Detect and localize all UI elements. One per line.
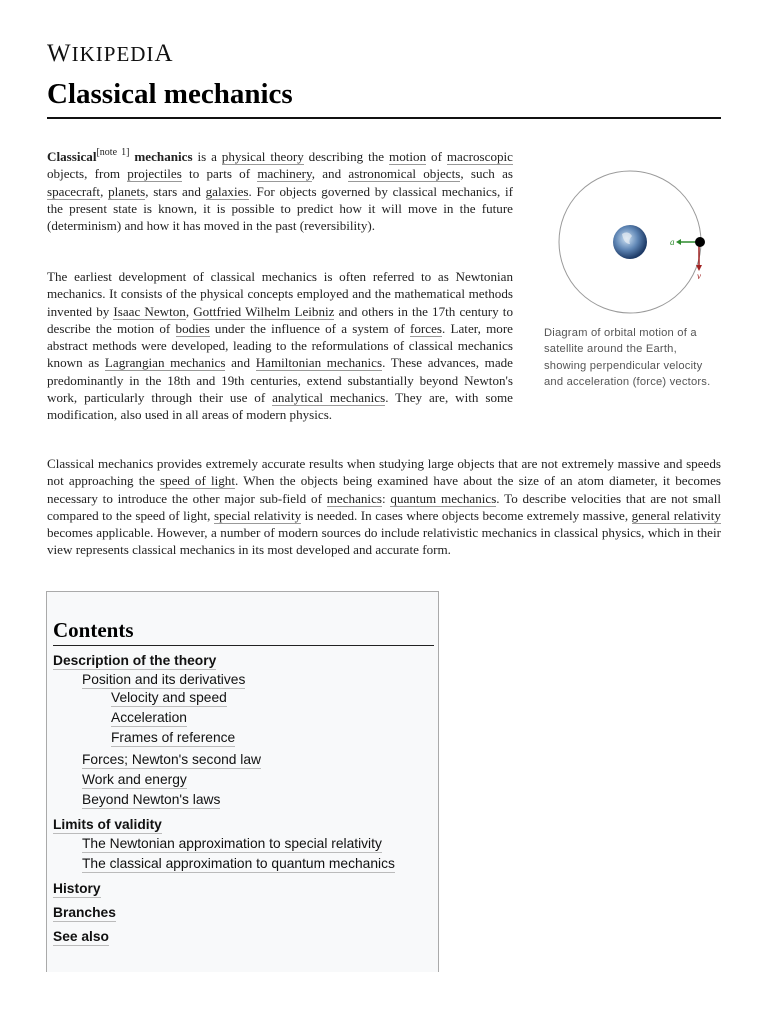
link-machinery[interactable]: machinery (257, 166, 312, 182)
body-paragraph-3 (47, 455, 721, 559)
link-speed-of-light[interactable]: speed of light (159, 473, 235, 489)
text: . Later, more abstract methods were developed, leading to the reformulations of classical mechanics known as (47, 320, 513, 371)
text: : (381, 490, 391, 506)
logo-letters: IKIPEDI (71, 42, 155, 66)
text: and (225, 355, 256, 371)
link-mechanics[interactable]: mechanics (326, 490, 382, 506)
text: . To describe velocities that are not small compared to the speed of light, (47, 490, 721, 523)
table-of-contents (46, 591, 439, 972)
toc-item-position[interactable]: Position and its derivatives (82, 672, 246, 687)
text: is needed. In cases where objects become extremely massive, (301, 507, 632, 523)
toc-item-frames[interactable]: Frames of reference (111, 730, 236, 745)
link-general-relativity[interactable]: general relativity (631, 507, 721, 523)
toc-item-work-energy[interactable]: Work and energy (82, 772, 187, 787)
term-mechanics: mechanics (134, 149, 193, 164)
figure-caption: Diagram of orbital motion of a satellite around the Earth, showing perpendicular velocity and acceleration (force) vectors. (544, 327, 711, 389)
toc-divider (53, 645, 434, 646)
toc-item-beyond-newton[interactable]: Beyond Newton's laws (82, 792, 221, 807)
link-quantum-mechanics[interactable]: quantum mechanics (390, 490, 497, 506)
text: . When the objects being examined have about the size of an atom diameter, it becomes necessary to introduce the other major sub-field of (47, 473, 722, 506)
text: , stars and (145, 183, 206, 199)
link-motion[interactable]: motion (389, 149, 427, 164)
link-hamiltonian-mechanics[interactable]: Hamiltonian mechanics (255, 355, 383, 371)
link-bodies[interactable]: bodies (175, 320, 210, 336)
intro-paragraph-1 (47, 148, 513, 234)
text: objects, from (47, 166, 128, 182)
toc-item-classical-approx[interactable]: The classical approximation to quantum mechanics (82, 856, 395, 871)
toc-item-forces[interactable]: Forces; Newton's second law (82, 752, 262, 767)
logo-letter-a: A (154, 40, 174, 67)
intro-paragraph-2 (47, 268, 513, 424)
acceleration-label: a (670, 237, 675, 247)
text: and others in the 17th century to describe the motion of (47, 303, 513, 336)
link-projectiles[interactable]: projectiles (127, 166, 182, 182)
toc-item-branches[interactable]: Branches (53, 905, 116, 920)
toc-item-acceleration[interactable]: Acceleration (111, 710, 187, 725)
link-macroscopic[interactable]: macroscopic (446, 149, 513, 164)
text: . They are, with some modification, also used in all areas of modern physics. (47, 390, 513, 423)
text: under the influence of a system of (209, 320, 410, 336)
link-analytical-mechanics[interactable]: analytical mechanics (272, 390, 386, 406)
toc-item-see-also[interactable]: See also (53, 929, 109, 944)
link-lagrangian-mechanics[interactable]: Lagrangian mechanics (104, 355, 226, 371)
velocity-label: v (697, 271, 701, 281)
text: The earliest development of classical mechanics is often referred to as Newtonian mechanics. It consists of the physical concepts employed and the mathematical methods invented by (47, 269, 513, 319)
link-astronomical-objects[interactable]: astronomical objects (348, 166, 461, 182)
link-isaac-newton[interactable]: Isaac Newton (113, 303, 186, 319)
text: , (185, 303, 194, 319)
text: Classical mechanics provides extremely accurate results when studying large objects that are not extremely massive and speeds not approaching the (47, 456, 721, 489)
text: describing the (303, 149, 390, 164)
text: . These advances, made predominantly in the 18th and 19th centuries, extend substantially beyond Newton's work, particularly through their use of (47, 355, 513, 406)
text: , and (311, 166, 349, 182)
toc-item-limits[interactable]: Limits of validity (53, 817, 162, 832)
note-1-ref[interactable]: [note 1] (96, 147, 130, 158)
link-special-relativity[interactable]: special relativity (213, 507, 302, 523)
link-planets[interactable]: planets (108, 183, 146, 199)
toc-item-history[interactable]: History (53, 881, 101, 896)
link-leibniz[interactable]: Gottfried Wilhelm Leibniz (193, 303, 335, 319)
link-physical-theory[interactable]: physical theory (221, 149, 304, 164)
text: to parts of (181, 166, 258, 182)
toc-heading: Contents (53, 618, 134, 642)
toc-item-newtonian-approx[interactable]: The Newtonian approximation to special relativity (82, 836, 382, 851)
term-classical: Classical (47, 149, 97, 164)
text: , (100, 183, 109, 199)
earth-icon (613, 225, 647, 259)
title-divider (47, 117, 721, 119)
satellite-icon (695, 237, 705, 247)
logo-letter-w: W (47, 40, 72, 67)
link-spacecraft[interactable]: spacecraft (47, 183, 101, 199)
toc-item-velocity[interactable]: Velocity and speed (111, 690, 227, 705)
text: becomes applicable. However, a number of modern sources do include relativistic mechanics in classical physics, which in their view represents classical mechanics in its most developed and accurate form. (47, 525, 721, 558)
text: is a (192, 149, 222, 164)
page-title: Classical mechanics (47, 78, 293, 110)
text: . For objects governed by classical mechanics, if the present state is known, it is possible to predict how it will move in the future (determinism) and how it has moved in the past (reversibility). (47, 183, 513, 234)
link-forces[interactable]: forces (410, 320, 442, 336)
orbit-diagram (540, 170, 720, 320)
text: of (426, 149, 447, 164)
toc-item-description[interactable]: Description of the theory (53, 653, 217, 668)
wikipedia-logo[interactable] (47, 40, 174, 68)
text: , such as (460, 166, 513, 182)
link-galaxies[interactable]: galaxies (205, 183, 249, 199)
